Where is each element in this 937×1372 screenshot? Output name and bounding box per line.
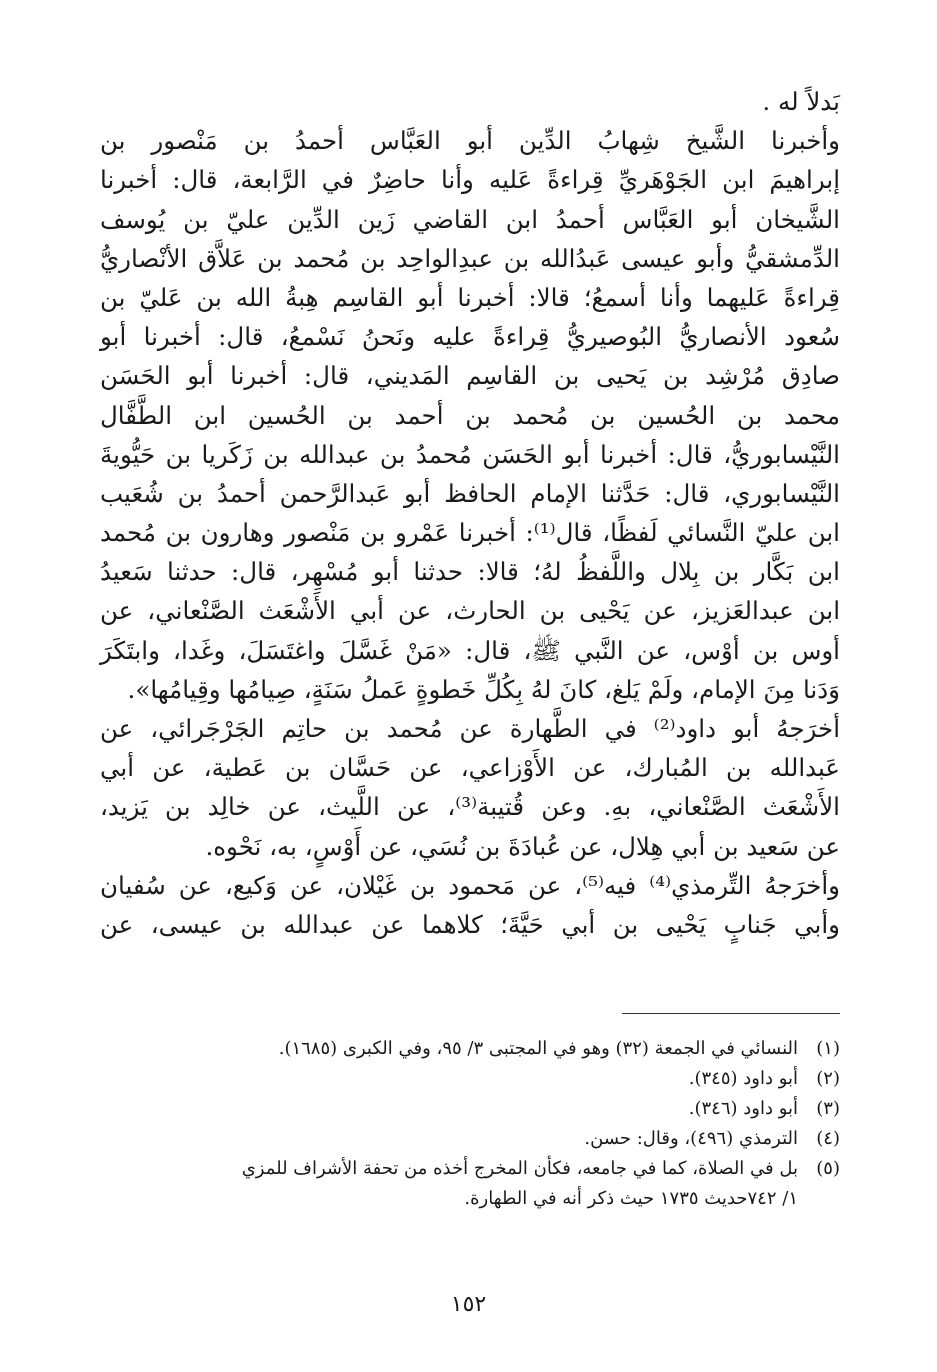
text-line: الأَشْعَث الصَّنْعاني، بهِ. وعن قُتيبة⁽³⁾، عن اللَّيث، عن خالِد بن يَزيد، — [100, 792, 840, 822]
text-line: ابن بَكَّار بن بِلال واللَّفظُ لهُ؛ قالا: حدثنا أبو مُسْهِر، قال: حدثنا سَعيدُ — [100, 557, 840, 587]
footnote-text: النسائي في الجمعة (٣٢) وهو في المجتبى ٣/ ٩٥، وفي الكبرى (١٦٨٥). — [278, 1038, 798, 1059]
footnote-text: بل في الصلاة، كما في جامعه، فكأن المخرج أخذه من تحفة الأشراف للمزي — [241, 1158, 798, 1179]
text-line: سُعود الأنصاريُّ البُوصيريُّ قِراءةً عليه ونَحنُ نَسْمعُ، قال: أخبرنا أبو — [100, 322, 840, 352]
footnote-text: ١/ ٧٤٢حديث ١٧٣٥ حيث ذكر أنه في الطهارة. — [464, 1188, 798, 1209]
text-line: وأخبرنا الشَّيخ شِهابُ الدِّين أبو العَبَّاس أحمدُ بن مَنْصور بن — [100, 126, 840, 156]
footnote-number: (٢) — [816, 1068, 840, 1089]
text-line: وَدَنا مِنَ الإمام، ولَمْ يَلغ، كانَ لهُ بِكُلِّ خَطوةٍ عَملُ سَنَةٍ، صِيامُها وقِيامُها». — [127, 674, 840, 704]
text-line: أوس بن أوْس، عن النَّبي ﷺ، قال: «مَنْ غَسَّلَ واغتَسَلَ، وغَدا، وابتَكَرَ — [100, 635, 840, 665]
footnote-text: أبو داود (٣٤٥). — [688, 1068, 798, 1089]
text-line: الدِّمشقيُّ وأبو عيسى عَبدُالله بن عبدِالواحِد بن مُحمد بن عَلاَّق الأنْصاريُّ — [100, 243, 840, 273]
text-line: وأبي جَنابٍ يَحْيى بن أبي حَيَّةَ؛ كلاهما عن عبدالله بن عيسى، عن — [100, 909, 840, 939]
text-line: الشَّيخان أبو العَبَّاس أحمدُ ابن القاضي زَين الدِّين عليّ بن يُوسف — [100, 204, 840, 234]
footnote-number: (١) — [816, 1038, 840, 1059]
text-line: وأخرَجهُ التِّرمذي⁽⁴⁾ فيه⁽⁵⁾، عن مَحمود بن غَيْلان، عن وَكيع، عن سُفيان — [100, 870, 840, 900]
footnote — [118, 1154, 840, 1214]
footnote — [118, 1094, 840, 1124]
text-line: عَبدالله بن المُبارك، عن الأَوْزاعي، عن حَسَّان بن عَطية، عن أبي — [100, 753, 840, 783]
footnotes — [118, 1034, 840, 1214]
text-line: قِراءةً عَليهما وأنا أسمعُ؛ قالا: أخبرنا أبو القاسِم هِبةُ الله بن عَليّ بن — [100, 282, 840, 312]
footnote-number: (٣) — [816, 1098, 840, 1119]
text-line: النَّيْسابوري، قال: حَدَّثنا الإمام الحافظ أبو عَبدالرَّحمن أحمدُ بن شُعَيب — [100, 478, 840, 508]
footnote — [118, 1124, 840, 1154]
footnote — [118, 1034, 840, 1064]
main-text — [100, 82, 840, 944]
text-line: إبراهيمَ ابن الجَوْهَريِّ قِراءةً عَليه وأنا حاضِرٌ في الرَّابعة، قال: أخبرنا — [100, 165, 840, 195]
text-line: محمد بن الحُسين بن مُحمد بن أحمد بن الحُسين ابن الطَّفَّال — [100, 400, 840, 430]
footnote-number: (٤) — [816, 1128, 840, 1149]
text-line: ابن عبدالعَزيز، عن يَحْيى بن الحارث، عن أبي الأَشْعَث الصَّنْعاني، عن — [100, 596, 840, 626]
footnote-text: الترمذي (٤٩٦)، وقال: حسن. — [584, 1128, 798, 1149]
text-line: ابن عليّ النَّسائي لَفظًا، قال⁽¹⁾: أخبرنا عَمْرو بن مَنْصور وهارون بن مُحمد — [100, 518, 840, 548]
footnote-separator — [622, 1013, 840, 1014]
text-line: بَدلاً له . — [762, 87, 840, 116]
text-line: عن سَعيد بن أبي هِلال، عن عُبادَةَ بن نُسَي، عن أَوْسٍ، به، نَحْوه. — [205, 831, 840, 861]
text-line: أخرَجهُ أبو داود⁽²⁾ في الطَّهارة عن مُحمد بن حاتِم الجَرْجَرائي، عن — [100, 714, 840, 743]
text-line: النَّيْسابوريُّ، قال: أخبرنا أبو الحَسَن مُحمدُ بن عبدالله بن زَكَريا بن حَيُّويةَ — [100, 439, 840, 469]
footnote — [118, 1064, 840, 1094]
footnote-number: (٥) — [816, 1158, 840, 1179]
text-line: صادِق مُرْشِد بن يَحيى بن القاسِم المَديني، قال: أخبرنا أبو الحَسَن — [100, 361, 840, 391]
page-number: ١٥٢ — [450, 1292, 487, 1317]
footnote-text: أبو داود (٣٤٦). — [688, 1098, 798, 1119]
